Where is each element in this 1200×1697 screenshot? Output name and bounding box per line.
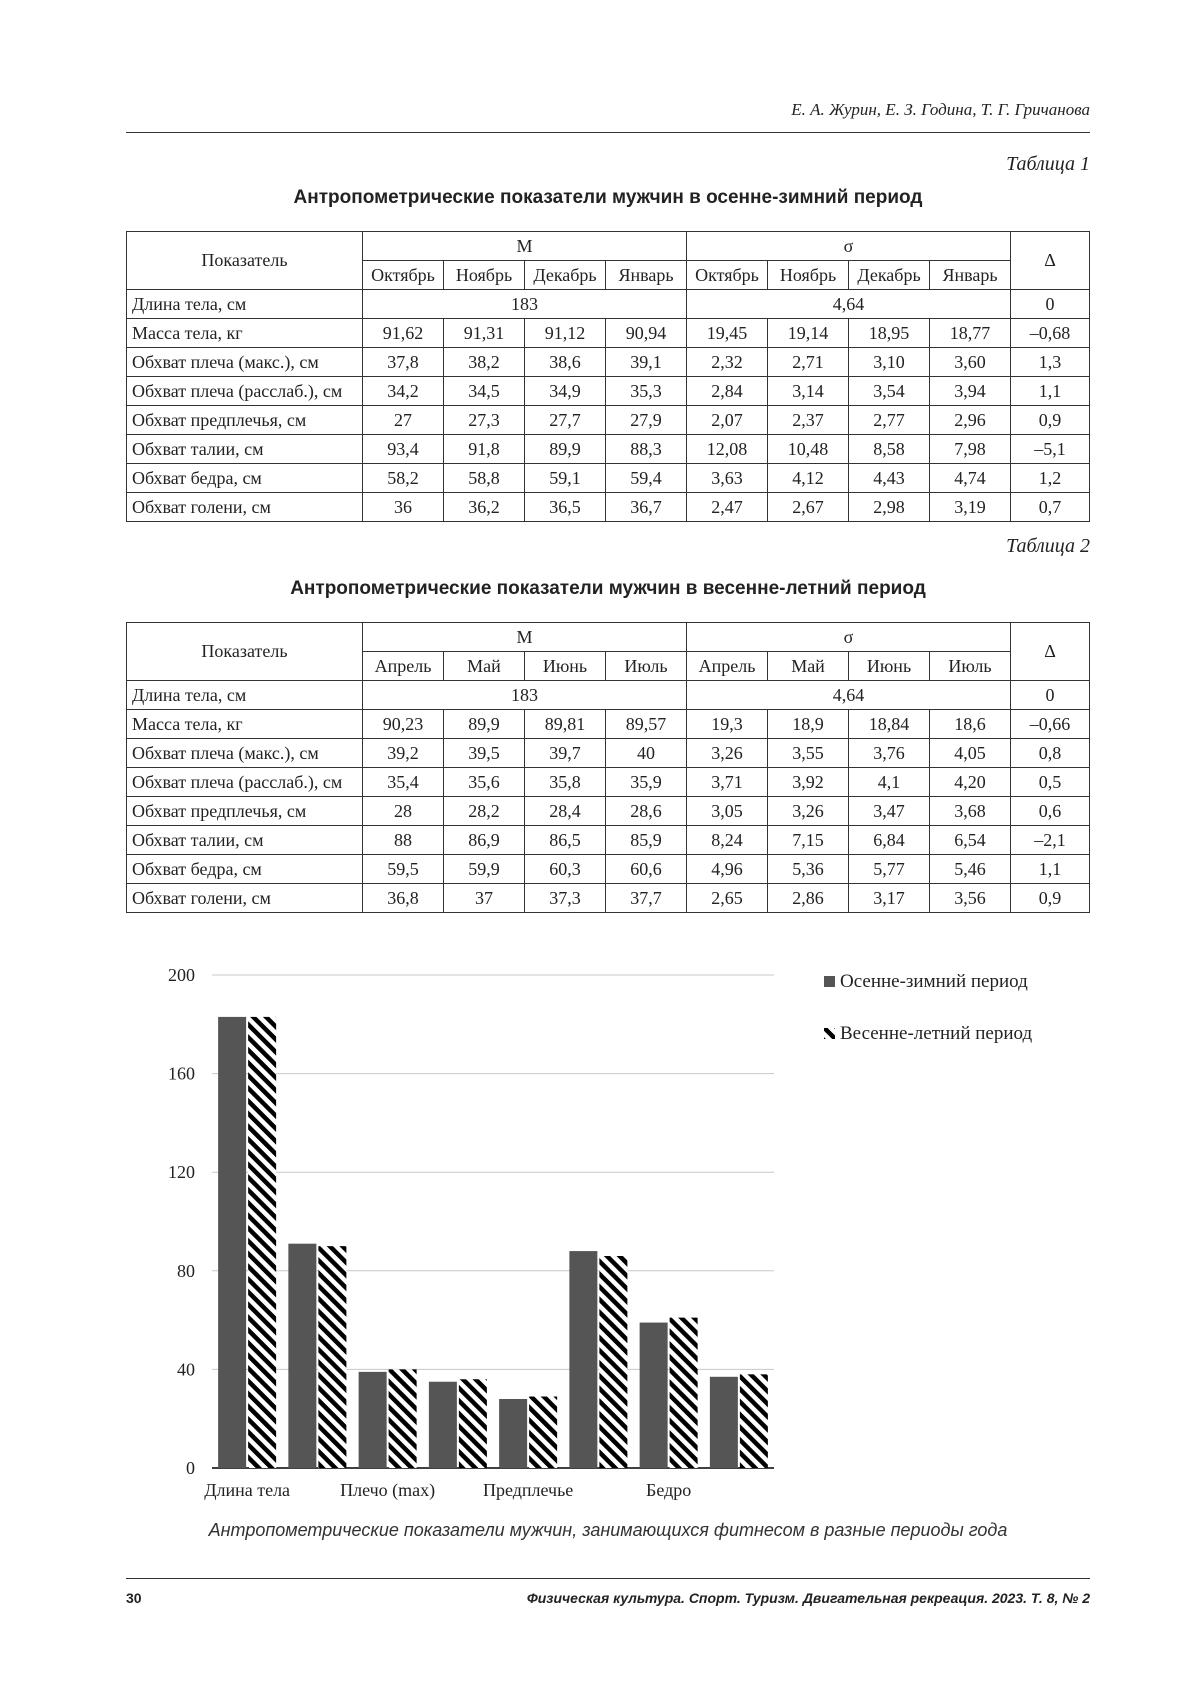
footer-rule [126,1578,1090,1579]
table2-delta-cell: –2,1 [1011,826,1090,855]
table2-mean-cell: 36,8 [363,884,444,913]
table2-header-mean: М [363,623,687,652]
table1-mean-cell: 91,8 [444,435,525,464]
table1-mean-cell: 59,4 [606,464,687,493]
table2-row [127,768,1090,797]
table2-sigma-cell: 2,86 [768,884,849,913]
table1-mean-cell: 39,1 [606,348,687,377]
table2-row-label: Масса тела, кг [127,710,363,739]
table2-row-label: Обхват бедра, см [127,855,363,884]
table1-row [127,435,1090,464]
table1-sigma-cell: 2,98 [849,493,930,522]
table1-delta-cell: –5,1 [1011,435,1090,464]
table2-delta-cell: 1,1 [1011,855,1090,884]
table2-length-delta: 0 [1011,681,1090,710]
table2-mean-cell: 39,7 [525,739,606,768]
table1-row [127,377,1090,406]
table1-sigma-cell: 2,96 [930,406,1011,435]
bar-spring-summer [529,1397,557,1468]
y-tick-label: 120 [168,1162,195,1183]
table2-sigma-cell: 18,84 [849,710,930,739]
table1-delta-cell: –0,68 [1011,319,1090,348]
x-category-label: Предплечье [482,1480,574,1500]
table2-length-sigma: 4,64 [687,681,1011,710]
table1-sigma-cell: 3,94 [930,377,1011,406]
table2-row-label: Обхват талии, см [127,826,363,855]
table1-header-indicator: Показатель [127,232,363,290]
table2-delta-cell: 0,5 [1011,768,1090,797]
table2-delta-cell: 0,8 [1011,739,1090,768]
figure-chart [0,945,1200,1505]
table1-sigma-cell: 18,77 [930,319,1011,348]
table2-mean-cell: 60,6 [606,855,687,884]
table1-month-sigma: Ноябрь [768,261,849,290]
table1-mean-cell: 36 [363,493,444,522]
table1-sigma-cell: 2,84 [687,377,768,406]
table2-row [127,710,1090,739]
bar-spring-summer [389,1369,417,1468]
table2-sigma-cell: 3,47 [849,797,930,826]
table1-mean-cell: 34,9 [525,377,606,406]
table2-sigma-cell: 4,20 [930,768,1011,797]
table1-sigma-cell: 2,71 [768,348,849,377]
table2-mean-cell: 60,3 [525,855,606,884]
table1-mean-cell: 27 [363,406,444,435]
table2-mean-cell: 28 [363,797,444,826]
table1-row-label: Длина тела, см [127,290,363,319]
bar-autumn-winter [569,1251,597,1468]
table2-delta-cell: –0,66 [1011,710,1090,739]
table2-sigma-cell: 5,36 [768,855,849,884]
table2-sigma-cell: 3,71 [687,768,768,797]
table1-month-mean: Декабрь [525,261,606,290]
table1-sigma-cell: 2,07 [687,406,768,435]
table1-length-delta: 0 [1011,290,1090,319]
table1-sigma-cell: 3,60 [930,348,1011,377]
table1-month-sigma: Октябрь [687,261,768,290]
table1-row-label: Масса тела, кг [127,319,363,348]
table2-month-mean: Май [444,652,525,681]
table2-row [127,681,1090,710]
table1-row [127,348,1090,377]
table1-mean-cell: 90,94 [606,319,687,348]
table2-sigma-cell: 3,17 [849,884,930,913]
table2-row [127,884,1090,913]
legend-swatch-autumn-winter [824,976,835,987]
table1-sigma-cell: 2,32 [687,348,768,377]
table2-row [127,739,1090,768]
table2-mean-cell: 37 [444,884,525,913]
legend-swatch-spring-summer [824,1028,835,1039]
table2-month-sigma: Июль [930,652,1011,681]
table1-sigma-cell: 2,77 [849,406,930,435]
table2-row-label: Длина тела, см [127,681,363,710]
figure-caption: Антропометрические показатели мужчин, занимающихся фитнесом в разные периоды года [208,1520,1008,1540]
table1-mean-cell: 89,9 [525,435,606,464]
table1-month-mean: Ноябрь [444,261,525,290]
table2 [126,622,1090,913]
table2-sigma-cell: 4,1 [849,768,930,797]
table2-row [127,797,1090,826]
table2-title: Антропометрические показатели мужчин в весенне-летний период [290,578,926,599]
table2-sigma-cell: 2,65 [687,884,768,913]
table2-header-sigma: σ [687,623,1011,652]
table1-mean-cell: 93,4 [363,435,444,464]
table2-mean-cell: 35,4 [363,768,444,797]
table2-delta-cell: 0,6 [1011,797,1090,826]
table1-row [127,493,1090,522]
bar-autumn-winter [218,1017,246,1468]
table1-mean-cell: 36,2 [444,493,525,522]
bar-spring-summer [670,1318,698,1468]
legend-label-autumn-winter: Осенне-зимний период [840,971,1028,992]
bar-autumn-winter [499,1399,527,1468]
table2-mean-cell: 89,9 [444,710,525,739]
table2-mean-cell: 85,9 [606,826,687,855]
table2-row [127,826,1090,855]
table1-delta-cell: 1,1 [1011,377,1090,406]
table2-label: Таблица 2 [1006,535,1090,557]
table2-sigma-cell: 4,05 [930,739,1011,768]
table2-sigma-cell: 3,68 [930,797,1011,826]
table2-row [127,855,1090,884]
table2-header-indicator: Показатель [127,623,363,681]
table1-mean-cell: 91,31 [444,319,525,348]
table1-sigma-cell: 2,37 [768,406,849,435]
table2-mean-cell: 89,57 [606,710,687,739]
table1-header-delta: Δ [1011,232,1090,290]
table1-row [127,464,1090,493]
table2-sigma-cell: 3,92 [768,768,849,797]
table2-sigma-cell: 3,26 [768,797,849,826]
bar-autumn-winter [359,1372,387,1468]
table1-mean-cell: 38,6 [525,348,606,377]
table2-month-sigma: Май [768,652,849,681]
table1-mean-cell: 91,12 [525,319,606,348]
table1-row-label: Обхват предплечья, см [127,406,363,435]
table2-mean-cell: 88 [363,826,444,855]
table2-sigma-cell: 6,84 [849,826,930,855]
table1-sigma-cell: 3,54 [849,377,930,406]
table1-header-sigma: σ [687,232,1011,261]
bar-autumn-winter [429,1382,457,1468]
table1-row-label: Обхват бедра, см [127,464,363,493]
table1-month-sigma: Декабрь [849,261,930,290]
bar-autumn-winter [640,1323,668,1468]
table1-row [127,406,1090,435]
table1-mean-cell: 38,2 [444,348,525,377]
table2-mean-cell: 39,2 [363,739,444,768]
table2-mean-cell: 35,6 [444,768,525,797]
table2-mean-cell: 28,2 [444,797,525,826]
table1-mean-cell: 59,1 [525,464,606,493]
x-category-label: Длина тела [204,1480,291,1500]
table2-sigma-cell: 18,6 [930,710,1011,739]
table2-sigma-cell: 3,55 [768,739,849,768]
bar-chart [0,945,1200,1505]
table1-delta-cell: 1,2 [1011,464,1090,493]
y-tick-label: 80 [177,1260,195,1281]
bar-spring-summer [248,1017,276,1468]
table2-mean-cell: 37,3 [525,884,606,913]
table2-mean-cell: 35,8 [525,768,606,797]
table1-mean-cell: 58,2 [363,464,444,493]
bar-spring-summer [740,1374,768,1468]
table2-mean-cell: 37,7 [606,884,687,913]
table2-delta-cell: 0,9 [1011,884,1090,913]
table2-row-label: Обхват плеча (макс.), см [127,739,363,768]
table1-mean-cell: 88,3 [606,435,687,464]
table1-row-label: Обхват плеча (расслаб.), см [127,377,363,406]
table2-header-delta: Δ [1011,623,1090,681]
bar-spring-summer [318,1246,346,1468]
bar-autumn-winter [288,1244,316,1468]
table1-row-label: Обхват плеча (макс.), см [127,348,363,377]
table2-mean-cell: 59,9 [444,855,525,884]
x-category-label: Бедро [646,1480,692,1500]
table2-mean-cell: 28,4 [525,797,606,826]
table1-mean-cell: 36,7 [606,493,687,522]
y-tick-label: 200 [168,965,195,985]
running-head-authors: Е. А. Журин, Е. З. Година, Т. Г. Гричанова [791,100,1090,119]
table2-sigma-cell: 3,26 [687,739,768,768]
bar-spring-summer [599,1256,627,1468]
y-tick-label: 40 [177,1359,195,1380]
table1-month-sigma: Январь [930,261,1011,290]
y-tick-label: 160 [168,1063,195,1084]
table2-month-mean: Июнь [525,652,606,681]
table2-sigma-cell: 6,54 [930,826,1011,855]
table1-sigma-cell: 4,74 [930,464,1011,493]
table2-sigma-cell: 4,96 [687,855,768,884]
table1-delta-cell: 0,9 [1011,406,1090,435]
table2-mean-cell: 40 [606,739,687,768]
page-number: 30 [126,1590,142,1606]
table1-delta-cell: 0,7 [1011,493,1090,522]
table2-sigma-cell: 5,46 [930,855,1011,884]
bar-autumn-winter [710,1377,738,1468]
table1-row-label: Обхват голени, см [127,493,363,522]
table2-month-sigma: Апрель [687,652,768,681]
table1-sigma-cell: 2,47 [687,493,768,522]
table2-row-label: Обхват голени, см [127,884,363,913]
table1-mean-cell: 37,8 [363,348,444,377]
table1-sigma-cell: 3,19 [930,493,1011,522]
table2-sigma-cell: 3,56 [930,884,1011,913]
table1-sigma-cell: 7,98 [930,435,1011,464]
table1-month-mean: Январь [606,261,687,290]
table1-sigma-cell: 12,08 [687,435,768,464]
bar-spring-summer [459,1379,487,1468]
table2-mean-cell: 90,23 [363,710,444,739]
table2-month-mean: Июль [606,652,687,681]
table1-mean-cell: 34,2 [363,377,444,406]
table1-sigma-cell: 3,63 [687,464,768,493]
table1-mean-cell: 27,7 [525,406,606,435]
table1-sigma-cell: 3,10 [849,348,930,377]
table2-sigma-cell: 3,76 [849,739,930,768]
table2-mean-cell: 39,5 [444,739,525,768]
table1-sigma-cell: 10,48 [768,435,849,464]
table2-length-mean: 183 [363,681,687,710]
table1-sigma-cell: 18,95 [849,319,930,348]
table1-title: Антропометрические показатели мужчин в осенне-зимний период [293,187,923,208]
table1-sigma-cell: 4,12 [768,464,849,493]
table1-row-label: Обхват талии, см [127,435,363,464]
table1-length-mean: 183 [363,290,687,319]
table2-sigma-cell: 8,24 [687,826,768,855]
table1-mean-cell: 35,3 [606,377,687,406]
table1-mean-cell: 36,5 [525,493,606,522]
table2-row-label: Обхват плеча (расслаб.), см [127,768,363,797]
legend-label-spring-summer: Весенне-летний период [840,1023,1033,1044]
table2-row-label: Обхват предплечья, см [127,797,363,826]
table2-month-sigma: Июнь [849,652,930,681]
table1-mean-cell: 27,3 [444,406,525,435]
table2-mean-cell: 86,9 [444,826,525,855]
table1 [126,231,1090,522]
table2-sigma-cell: 19,3 [687,710,768,739]
table1-row [127,319,1090,348]
table1-header-mean: М [363,232,687,261]
table1-mean-cell: 58,8 [444,464,525,493]
table2-sigma-cell: 18,9 [768,710,849,739]
table1-mean-cell: 27,9 [606,406,687,435]
table1-month-mean: Октябрь [363,261,444,290]
journal-title: Физическая культура. Спорт. Туризм. Двигательная рекреация. 2023. Т. 8, № 2 [526,1590,1090,1606]
table2-month-mean: Апрель [363,652,444,681]
table1-sigma-cell: 19,45 [687,319,768,348]
table2-mean-cell: 59,5 [363,855,444,884]
table1-mean-cell: 91,62 [363,319,444,348]
table2-sigma-cell: 7,15 [768,826,849,855]
table1-sigma-cell: 8,58 [849,435,930,464]
table1-sigma-cell: 2,67 [768,493,849,522]
header-rule [126,132,1090,133]
table1-sigma-cell: 3,14 [768,377,849,406]
table1-sigma-cell: 19,14 [768,319,849,348]
x-category-label: Плечо (max) [340,1480,436,1500]
table2-sigma-cell: 3,05 [687,797,768,826]
table2-sigma-cell: 5,77 [849,855,930,884]
y-tick-label: 0 [186,1458,195,1478]
table2-mean-cell: 89,81 [525,710,606,739]
table1-row [127,290,1090,319]
table2-mean-cell: 35,9 [606,768,687,797]
table1-mean-cell: 34,5 [444,377,525,406]
table2-mean-cell: 28,6 [606,797,687,826]
table1-sigma-cell: 4,43 [849,464,930,493]
table1-label: Таблица 1 [1006,153,1090,175]
table2-mean-cell: 86,5 [525,826,606,855]
table1-delta-cell: 1,3 [1011,348,1090,377]
table1-length-sigma: 4,64 [687,290,1011,319]
